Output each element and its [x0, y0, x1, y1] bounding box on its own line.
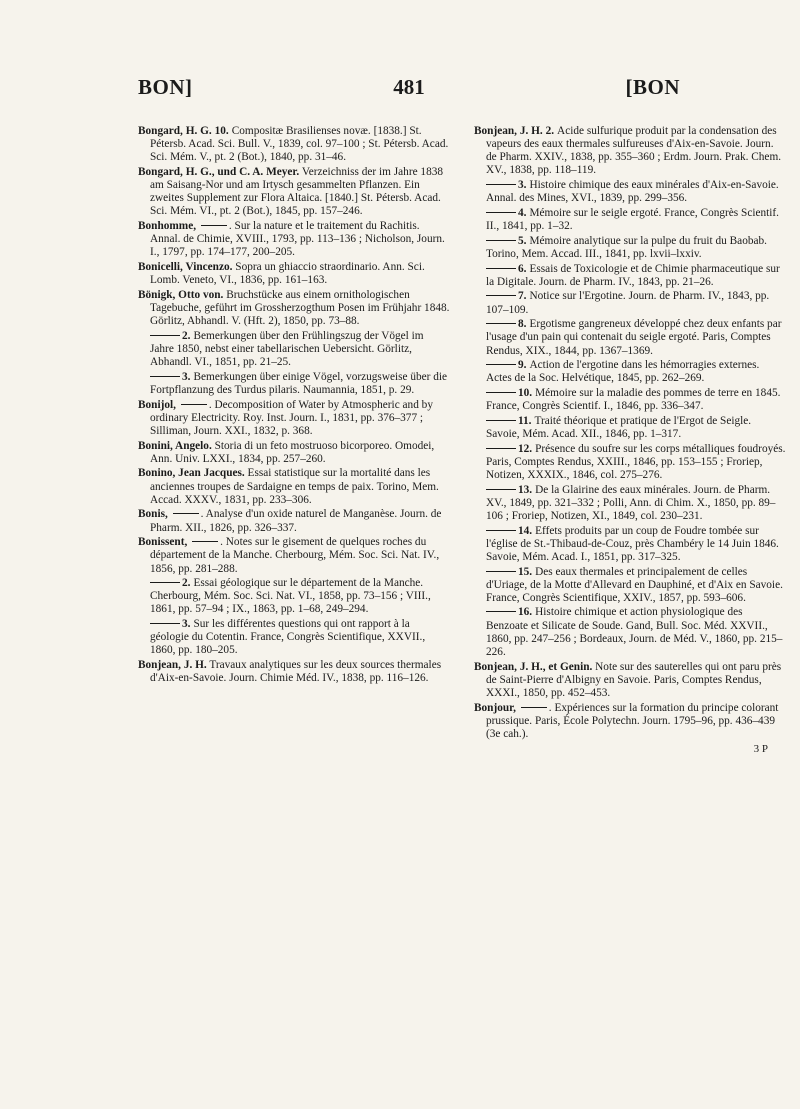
entry-text: Compositæ Brasilienses novæ. [1838.] St. Pétersb. Acad. Sci. Bull. V., 1839, col. 97–100 ; St. Pétersb. Acad. Sci. Mém. V., pt. 2 (Bot.), 1840, pp. 31–46.	[150, 125, 449, 164]
entry-text: Travaux analytiques sur les deux sources thermales d'Aix-en-Savoie. Journ. Chimie Méd. IV., 1838, pp. 116–126.	[150, 659, 442, 685]
page-header	[138, 75, 680, 109]
entry-author: Bonissent,	[138, 536, 188, 549]
blank-forename-rule	[181, 404, 207, 405]
entry-text: Présence du soufre sur les corps métalliques foudroyés. Paris, Comptes Rendus, XXIII., 1846, pp. 153–155 ; Froriep, Notizen, XXXIX., 1846, col. 275–276.	[486, 442, 786, 481]
entry-number: 3.	[182, 618, 191, 631]
entry-number: 14.	[518, 524, 533, 537]
entry-text: . Analyse d'un oxide naturel de Manganèse. Journ. de Pharm. XII., 1826, pp. 326–337.	[150, 508, 442, 534]
entry-number: 12.	[518, 442, 533, 455]
bibliography-entry	[138, 220, 450, 259]
bibliography-entry	[138, 467, 450, 506]
entry-author: Bonini, Angelo.	[138, 439, 212, 452]
entry-author: Bongard, H. G.	[138, 125, 212, 137]
blank-forename-rule	[521, 707, 547, 708]
ditto-rule	[486, 184, 516, 185]
ditto-rule	[486, 240, 516, 241]
ditto-rule	[486, 448, 516, 449]
bibliography-entry	[474, 179, 786, 205]
entry-author: Bonjean, J. H.	[138, 659, 207, 672]
entry-number: 11.	[518, 414, 532, 427]
entry-author: Bonis,	[138, 508, 168, 521]
entry-number: 13.	[518, 483, 533, 496]
ditto-rule	[486, 323, 516, 324]
entry-author: Bonjean, J. H., et Genin.	[474, 660, 593, 673]
left-column	[138, 125, 450, 687]
entry-number: 2.	[182, 577, 191, 590]
bibliography-entry	[474, 125, 786, 178]
entry-text: Bruchstücke aus einem ornithologischen Tagebuche, geführt im Grossherzogthum Posen im Frühjahr 1848. Görlitz, Abhandl. V. (Hft. 2), 1850, pp. 73–88.	[150, 288, 450, 328]
bibliography-entry	[474, 290, 786, 316]
entry-number: 6.	[518, 262, 527, 275]
entry-text: Mémoire analytique sur la pulpe du fruit du Baobab. Torino, Mem. Accad. III., 1841, pp. lxvii–lxxiv.	[486, 234, 767, 260]
entry-text: Essai statistique sur la mortalité dans les anciennes troupes de Sardaigne en temps de paix. Torino, Mem. Accad. XXXV., 1831, pp. 233–306.	[150, 467, 439, 506]
signature-mark: 3 P	[753, 742, 768, 755]
entry-text: Storia di un feto mostruoso bicorporeo. Omodei, Ann. Univ. LXXI., 1834, pp. 257–260.	[150, 439, 435, 465]
bibliography-entry	[474, 235, 786, 261]
ditto-rule	[486, 571, 516, 572]
ditto-rule	[486, 420, 516, 421]
ditto-rule	[150, 582, 180, 583]
entry-author: Bonjour,	[474, 701, 516, 714]
bibliography-entry	[474, 415, 786, 441]
entry-text: Effets produits par un coup de Foudre tombée sur l'église de St.-Thibaud-de-Couz, près Chambéry le 14 Juin 1846. Savoie, Mém. Acad. I., 1851, pp. 317–325.	[486, 524, 779, 563]
bibliography-entry	[138, 618, 450, 657]
page-number: 481	[393, 75, 425, 99]
ditto-rule	[486, 364, 516, 365]
entry-text: De la Glairine des eaux minérales. Journ. de Pharm. XV., 1849, pp. 321–332 ; Polli, Ann. di Chim. X., 1850, pp. 89–106 ; Froriep, Notizen, XI., 1849, col. 230–231.	[486, 483, 776, 522]
entry-text: Mémoire sur la maladie des pommes de terre en 1845. France, Congrès Scientif. I., 1846, pp. 336–347.	[486, 386, 781, 413]
entry-number: 10.	[518, 386, 533, 399]
entry-number: 7.	[518, 290, 527, 303]
entry-text: Essai géologique sur le département de la Manche. Cherbourg, Mém. Soc. Sci. Nat. VI., 1858, pp. 73–156 ; VIII., 1861, pp. 57–94 ; IX., 1863, pp. 1–68, 249–294.	[150, 577, 431, 616]
bibliography-entry	[474, 566, 786, 605]
bibliography-entry	[474, 387, 786, 413]
entry-number: 8.	[518, 318, 527, 331]
bibliography-entry	[138, 289, 450, 328]
entry-text: . Decomposition of Water by Atmospheric and by ordinary Electricity. Roy. Inst. Journ. I., 1831, pp. 376–377 ; Silliman, Journ. XXI., 1832, p. 368.	[150, 398, 433, 437]
entry-number: 3.	[182, 370, 191, 383]
entry-number: 9.	[518, 359, 527, 372]
bibliography-entry	[138, 399, 450, 438]
ditto-rule	[150, 623, 180, 624]
entry-number: 2.	[545, 125, 555, 137]
entry-text: Histoire chimique et action physiologique des Benzoate et Silicate de Soude. Gand, Bull. Soc. Méd. XXVII., 1860, pp. 247–256 ; Bordeaux, Journ. de Méd. V., 1860, pp. 215–226.	[486, 606, 783, 658]
ditto-rule	[486, 268, 516, 269]
ditto-rule	[486, 212, 516, 213]
bibliography-entry	[474, 359, 786, 385]
entry-author: Bonicelli, Vincenzo.	[138, 261, 233, 274]
entry-number: 10.	[214, 125, 229, 137]
bibliography-entry	[474, 702, 786, 741]
entry-text: Note sur des sauterelles qui ont paru près de Saint-Pierre d'Albigny en Savoie. Paris, Comptes Rendus, XXXI., 1850, pp. 452–453.	[486, 660, 782, 699]
entry-author: Bonhomme,	[138, 220, 197, 233]
entry-text: . Notes sur le gisement de quelques roches du département de la Manche. Cherbourg, Mém. Soc. Sci. Nat. IV., 1856, pp. 281–288.	[150, 536, 440, 575]
entry-text: . Sur la nature et le traitement du Rachitis. Annal. de Chimie, XVIII., 1793, pp. 113–136 ; Nicholson, Journ. I., 1797, pp. 174–177, 200–205.	[150, 220, 445, 259]
bibliography-entry	[138, 125, 450, 164]
entry-number: 4.	[518, 206, 527, 219]
ditto-rule	[150, 376, 180, 377]
blank-forename-rule	[173, 513, 199, 514]
entry-number: 15.	[518, 565, 533, 578]
header-left: BON]	[138, 75, 193, 99]
entry-text: Notice sur l'Ergotine. Journ. de Pharm. IV., 1843, pp. 107–109.	[486, 290, 770, 316]
ditto-rule	[486, 611, 516, 612]
entry-text: Acide sulfurique produit par la condensation des vapeurs des eaux thermales sulfureuses d'Aix-en-Savoie. Journ. de Pharm. XXIV., 1838, pp. 355–360 ; Erdm. Journ. Prak. Chem. XV., 1838, pp. 118–119.	[486, 125, 782, 177]
header-right: [BON	[625, 75, 680, 99]
entry-text: Sopra un ghiaccio straordinario. Ann. Sci. Lomb. Veneto, VI., 1836, pp. 161–163.	[150, 261, 425, 287]
ditto-rule	[150, 335, 180, 336]
entry-text: Sur les différentes questions qui ont rapport à la géologie du Cotentin. France, Congrès Scientifique, XXVII., 1860, pp. 180–205.	[150, 618, 426, 657]
entry-text: Histoire chimique des eaux minérales d'Aix-en-Savoie. Annal. des Mines, XVI., 1839, pp. 299–356.	[486, 179, 779, 205]
bibliography-entry	[138, 577, 450, 616]
entry-text: Bemerkungen über den Frühlingszug der Vögel im Jahre 1850, nebst einer tabellarischen Uebersicht. Görlitz, Abhandl. VI., 1851, pp. 21–25.	[150, 329, 424, 369]
entry-text: Action de l'ergotine dans les hémorragies externes. Actes de la Soc. Helvétique, 1845, pp. 262–269.	[486, 359, 760, 385]
entry-number: 16.	[518, 606, 533, 619]
entry-author: Bongard, H. G., und C. A. Meyer.	[138, 165, 300, 178]
ditto-rule	[486, 530, 516, 531]
bibliography-entry	[138, 659, 450, 685]
blank-forename-rule	[201, 225, 227, 226]
bibliography-entry	[138, 536, 450, 575]
bibliography-entry	[474, 207, 786, 233]
bibliography-entry	[474, 318, 786, 357]
entry-author: Bonjean, J. H.	[474, 125, 543, 137]
bibliography-entry	[138, 166, 450, 219]
ditto-rule	[486, 392, 516, 393]
bibliography-entry	[474, 606, 786, 659]
bibliography-entry	[138, 440, 450, 466]
bibliography-entry	[474, 484, 786, 523]
entry-text: Mémoire sur le seigle ergoté. France, Congrès Scientif. II., 1841, pp. 1–32.	[486, 206, 779, 233]
bibliography-entry	[138, 371, 450, 397]
entry-author: Bönigk, Otto von.	[138, 288, 224, 301]
right-column	[474, 125, 786, 756]
entry-text: Bemerkungen über einige Vögel, vorzugsweise über die Fortpflanzung des Turdus pilaris. Naumannia, 1851, p. 29.	[150, 370, 448, 396]
entry-text: . Expériences sur la formation du principe colorant prussique. Paris, École Polytechn. Journ. 1795–96, pp. 436–439 (3e cah.).	[486, 701, 779, 740]
bibliography-entry	[474, 263, 786, 289]
ditto-rule	[486, 295, 516, 296]
entry-author: Bonijol,	[138, 398, 176, 411]
ditto-rule	[486, 489, 516, 490]
entry-number: 3.	[518, 179, 527, 192]
bibliography-entry	[138, 261, 450, 287]
bibliography-entry	[474, 443, 786, 482]
bibliography-entry	[474, 661, 786, 700]
entry-text: Des eaux thermales et principalement de celles d'Uriage, de la Motte d'Allevard en Dauphiné, et d'Aix en Savoie. France, Congrès Scientifique, XXIV., 1857, pp. 593–606.	[486, 565, 783, 604]
bibliography-entry	[474, 525, 786, 564]
bibliography-entry	[138, 330, 450, 369]
entry-text: Traité théorique et pratique de l'Ergot de Seigle. Savoie, Mém. Acad. XII., 1846, pp. 1–317.	[486, 414, 752, 440]
entry-text: Essais de Toxicologie et de Chimie pharmaceutique sur la Digitale. Journ. de Pharm. IV., 1843, pp. 21–26.	[486, 262, 780, 288]
bibliography-entry	[138, 508, 450, 534]
blank-forename-rule	[192, 541, 218, 542]
entry-number: 2.	[182, 329, 191, 342]
entry-author: Bonino, Jean Jacques.	[138, 467, 245, 480]
entry-number: 5.	[518, 234, 527, 247]
entry-text: Verzeichniss der im Jahre 1838 am Saisang-Nor und am Irtysch gesammelten Pflanzen. Ein zweites Supplement zur Flora Altaica. [1840.] St. Pétersb. Acad. Sci. Mém. VI., pt. 2 (Bot.), 1845, pp. 157–246.	[150, 165, 444, 218]
entry-text: Ergotisme gangreneux développé chez deux enfants par l'usage d'un pain qui contenait du seigle ergoté. Paris, Comptes Rendus, XIX., 1844, pp. 1367–1369.	[486, 318, 782, 357]
